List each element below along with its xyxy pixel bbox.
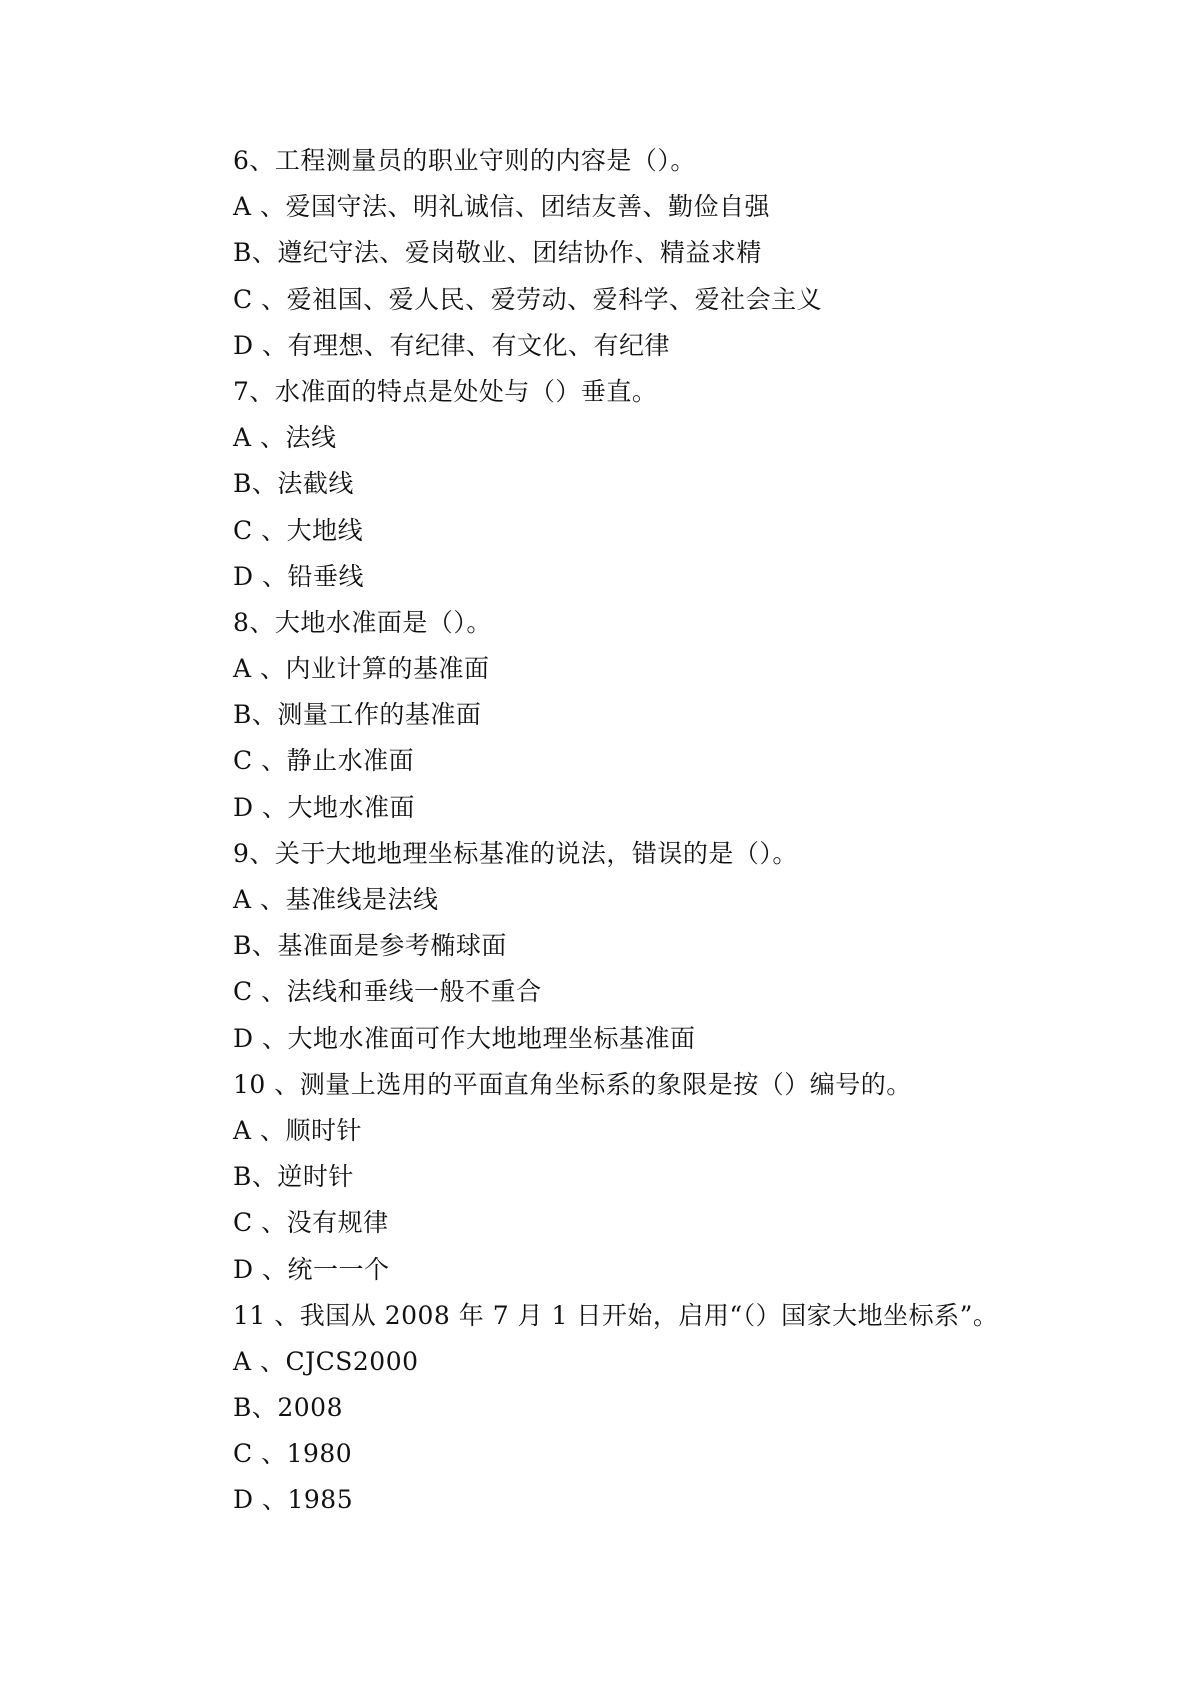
question-8-text: 8、大地水准面是（）。 (233, 607, 492, 637)
question-8-option-b: B、测量工作的基准面 (233, 700, 482, 730)
question-9-option-c: C 、法线和垂线一般不重合 (233, 977, 542, 1007)
question-11-text: 11 、我国从 2008 年 7 月 1 日开始，启用“（）国家大地坐标系”。 (233, 1300, 999, 1330)
question-8-option-a: A 、内业计算的基准面 (233, 654, 490, 684)
question-9-option-b: B、基准面是参考椭球面 (233, 931, 507, 961)
question-7-option-c: C 、大地线 (233, 515, 364, 545)
question-6-option-a: A 、爱国守法、明礼诚信、团结友善、勤俭自强 (233, 192, 771, 222)
question-8-option-c: C 、静止水准面 (233, 746, 415, 776)
question-9-text: 9、关于大地地理坐标基准的说法，错误的是（）。 (233, 838, 798, 868)
question-10-option-d: D 、统一一个 (233, 1254, 390, 1284)
question-10-option-b: B、逆时针 (233, 1162, 354, 1192)
question-7-option-b: B、法截线 (233, 469, 354, 499)
question-9-option-a: A 、基准线是法线 (233, 885, 439, 914)
question-10-option-c: C 、没有规律 (233, 1208, 389, 1238)
question-7-option-d: D 、铅垂线 (233, 561, 364, 591)
question-7-text: 7、水准面的特点是处处与（）垂直。 (233, 376, 658, 406)
question-6-text: 6、工程测量员的职业守则的内容是（）。 (233, 146, 696, 175)
question-11-option-d: D 、1985 (233, 1485, 354, 1515)
question-11-option-c: C 、1980 (233, 1439, 353, 1469)
question-6-option-b: B、遵纪守法、爱岗敬业、团结协作、精益求精 (233, 238, 762, 268)
question-6-option-c: C 、爱祖国、爱人民、爱劳动、爱科学、爱社会主义 (233, 284, 823, 314)
question-list (233, 138, 1133, 1524)
question-10-text: 10 、测量上选用的平面直角坐标系的象限是按（）编号的。 (233, 1069, 912, 1099)
question-10-option-a: A 、顺时针 (233, 1115, 363, 1145)
question-8-option-d: D 、大地水准面 (233, 792, 415, 822)
question-11-option-a: A 、CJCS2000 (233, 1346, 419, 1376)
question-11-option-b: B、2008 (233, 1393, 343, 1423)
question-9-option-d: D 、大地水准面可作大地地理坐标基准面 (233, 1023, 696, 1053)
question-7-option-a: A 、法线 (233, 423, 337, 453)
question-6-option-d: D 、有理想、有纪律、有文化、有纪律 (233, 330, 670, 360)
